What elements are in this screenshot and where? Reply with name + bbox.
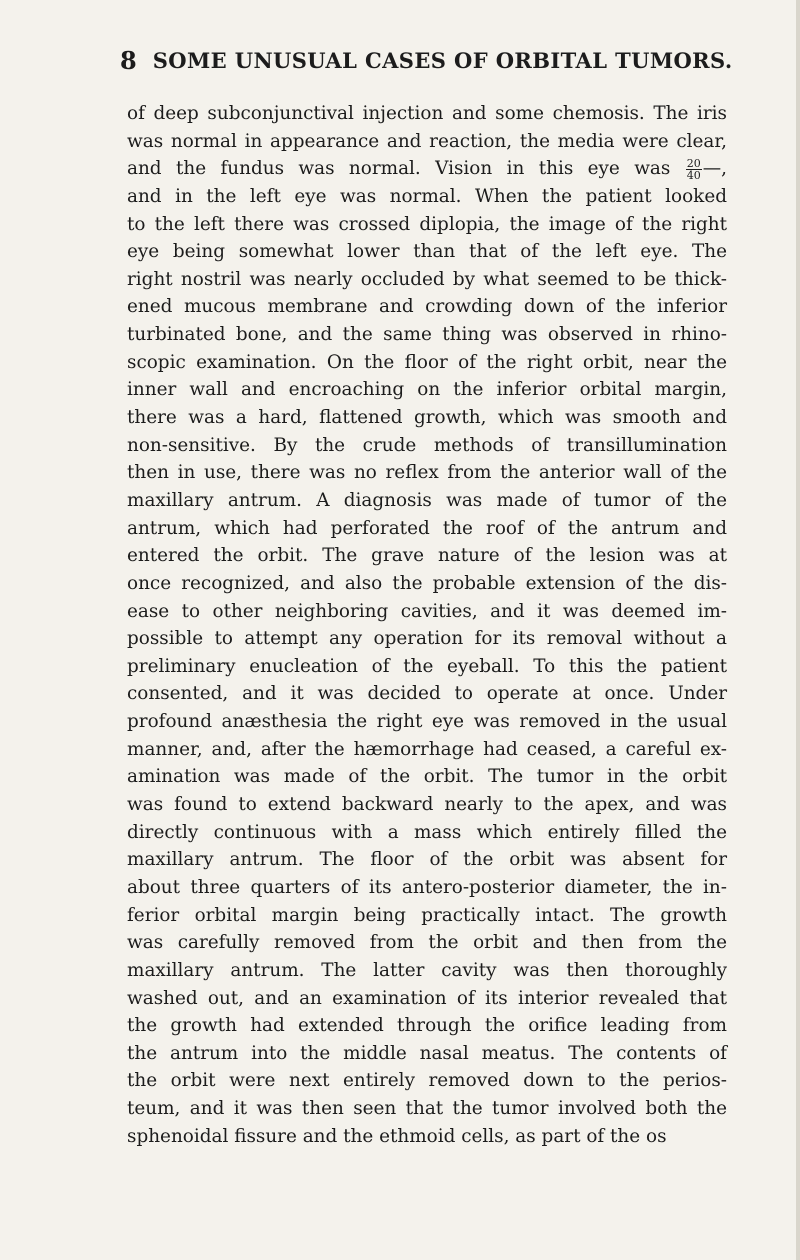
- text-line: inner wall and encroaching on the inferior orbital margin,: [127, 379, 727, 401]
- fraction-denominator: 40: [686, 168, 701, 182]
- text-line: profound anæsthesia the right eye was removed in the usual: [127, 711, 727, 733]
- text-line: entered the orbit. The grave nature of the lesion was at: [127, 545, 727, 567]
- text-line: consented, and it was decided to operate at once. Under: [127, 683, 727, 705]
- text-line: teum, and it was then seen that the tumor involved both the: [127, 1098, 727, 1120]
- page-edge: [796, 0, 800, 1260]
- text-line: preliminary enucleation of the eyeball. To this the patient: [127, 655, 727, 677]
- text-line-vision: and the fundus was normal. Vision in this eye was $\frac{20}{40}$ —,: [127, 156, 727, 182]
- text-line: manner, and, after the hæmorrhage had ceased, a careful ex-: [127, 738, 727, 760]
- text-line: sphenoidal fissure and the ethmoid cells, as part of the os: [127, 1125, 667, 1147]
- text-line: of deep subconjunctival injection and some chemosis. The iris: [127, 103, 727, 124]
- text-line: was normal in appearance and reaction, the media were clear,: [127, 130, 727, 152]
- text-line: directly continuous with a mass which entirely filled the: [127, 821, 727, 843]
- text-line: amination was made of the orbit. The tumor in the orbit: [127, 766, 727, 788]
- text-line: maxillary antrum. A diagnosis was made of tumor of the: [127, 489, 727, 511]
- text-line: turbinated bone, and the same thing was observed in rhino-: [127, 324, 727, 346]
- text-line: right nostril was nearly occluded by what seemed to be thick-: [127, 268, 727, 290]
- page-number: 8: [120, 45, 137, 75]
- vision-fraction: [686, 158, 702, 181]
- text-line: scopic examination. On the floor of the right orbit, near the: [127, 351, 727, 373]
- text-line: maxillary antrum. The floor of the orbit was absent for: [127, 849, 727, 871]
- text-line: antrum, which had perforated the roof of the antrum and: [127, 517, 727, 539]
- fraction-numerator: 20: [686, 156, 701, 170]
- text-line: then in use, there was no reflex from the anterior wall of the: [127, 462, 727, 484]
- body-text: [127, 100, 727, 1150]
- text-line: the antrum into the middle nasal meatus. The contents of: [127, 1042, 727, 1064]
- vision-text: and the fundus was normal. Vision in this eye was: [127, 158, 671, 180]
- text-line: eye being somewhat lower than that of the left eye. The: [127, 241, 727, 263]
- text-line: to the left there was crossed diplopia, the image of the right: [127, 213, 727, 235]
- text-line: about three quarters of its antero-posterior diameter, the in-: [127, 876, 727, 898]
- text-line: ferior orbital margin being practically intact. The growth: [127, 904, 727, 926]
- page-header: [120, 44, 733, 76]
- text-line: the orbit were next entirely removed down to the perios-: [127, 1070, 727, 1092]
- text-line: the growth had extended through the orifice leading from: [127, 1015, 727, 1037]
- text-line: once recognized, and also the probable extension of the dis-: [127, 572, 727, 594]
- text-line: possible to attempt any operation for its removal without a: [127, 628, 727, 650]
- text-line: maxillary antrum. The latter cavity was then thoroughly: [127, 959, 727, 981]
- text-line: ened mucous membrane and crowding down of the inferior: [127, 296, 727, 318]
- running-title: SOME UNUSUAL CASES OF ORBITAL TUMORS.: [152, 47, 733, 73]
- text-line: was carefully removed from the orbit and then from the: [127, 932, 727, 954]
- text-line: and in the left eye was normal. When the patient looked: [127, 185, 727, 207]
- text-line: ease to other neighboring cavities, and it was deemed im-: [127, 600, 727, 622]
- text-line: washed out, and an examination of its interior revealed that: [127, 987, 727, 1009]
- text-line: was found to extend backward nearly to the apex, and was: [127, 794, 727, 816]
- text-line: there was a hard, flattened growth, which was smooth and: [127, 407, 727, 429]
- text-line: non-sensitive. By the crude methods of transillumination: [127, 434, 727, 456]
